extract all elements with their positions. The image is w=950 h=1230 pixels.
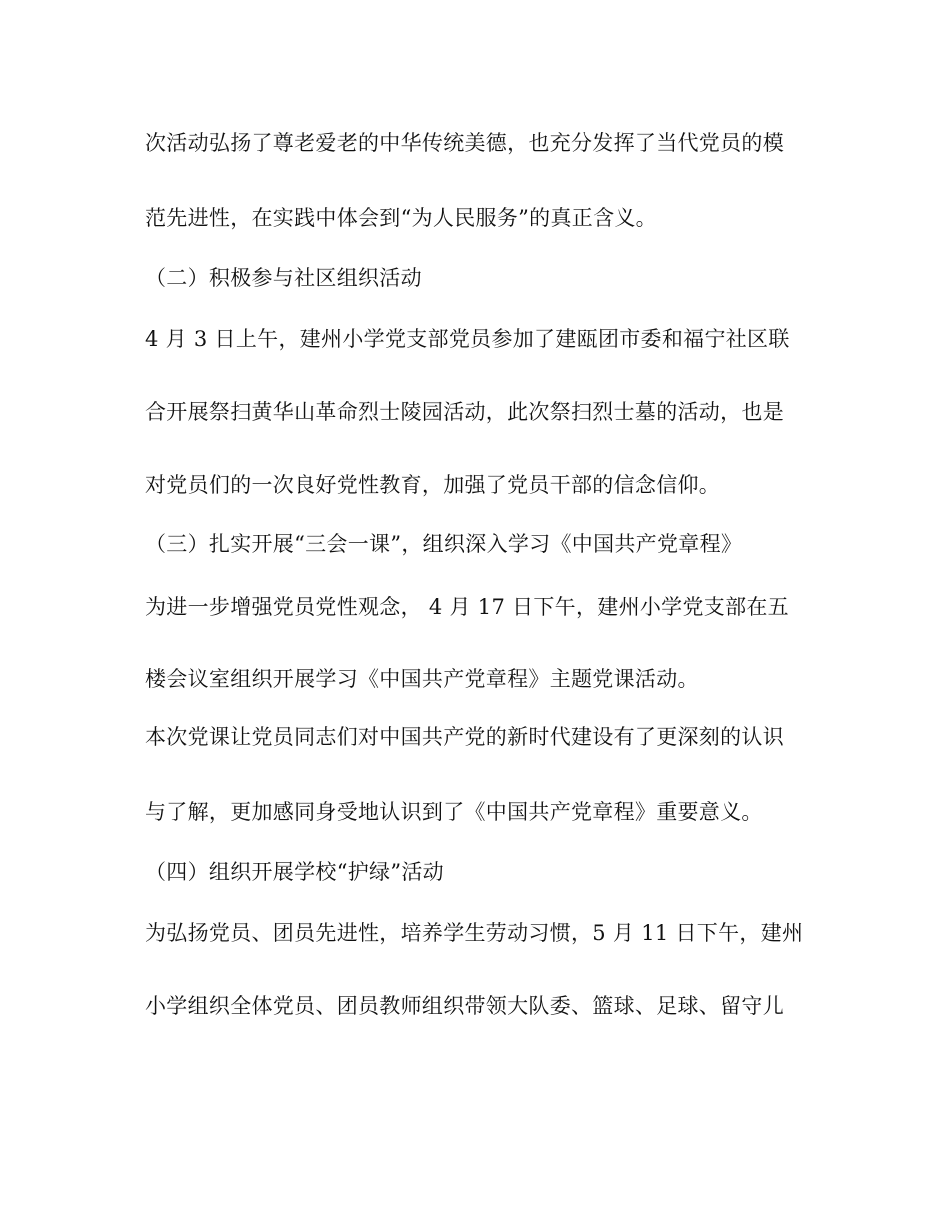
paragraph-line-6: 为进一步增强党员党性观念， 4 月 17 日下午，建州小学党支部在五 bbox=[145, 595, 789, 619]
paragraph-line-3: 4 月 3 日上午，建州小学党支部党员参加了建瓯团市委和福宁社区联 bbox=[145, 327, 790, 351]
paragraph-line-1: 次活动弘扬了尊老爱老的中华传统美德，也充分发挥了当代党员的模 bbox=[145, 131, 784, 155]
paragraph-line-4: 合开展祭扫黄华山革命烈士陵园活动，此次祭扫烈士墓的活动，也是 bbox=[145, 400, 784, 424]
paragraph-line-7: 楼会议室组织开展学习《中国共产党章程》主题党课活动。 bbox=[145, 667, 699, 691]
paragraph-line-2: 范先进性，在实践中体会到“为人民服务”的真正含义。 bbox=[145, 206, 657, 230]
section-heading-2: （二）积极参与社区组织活动 bbox=[145, 266, 422, 290]
section-heading-4: （四）组织开展学校“护绿”活动 bbox=[145, 860, 444, 884]
paragraph-line-8: 本次党课让党员同志们对中国共产党的新时代建设有了更深刻的认识 bbox=[145, 725, 784, 749]
paragraph-line-11: 小学组织全体党员、团员教师组织带领大队委、篮球、足球、留守儿 bbox=[145, 994, 784, 1018]
paragraph-line-10: 为弘扬党员、团员先进性，培养学生劳动习惯，5 月 11 日下午，建州 bbox=[145, 921, 804, 945]
paragraph-line-5: 对党员们的一次良好党性教育，加强了党员干部的信念信仰。 bbox=[145, 473, 721, 497]
section-heading-3: （三）扎实开展“三会一课”，组织深入学习《中国共产党章程》 bbox=[145, 532, 743, 556]
paragraph-line-9: 与了解，更加感同身受地认识到了《中国共产党章程》重要意义。 bbox=[145, 800, 763, 824]
